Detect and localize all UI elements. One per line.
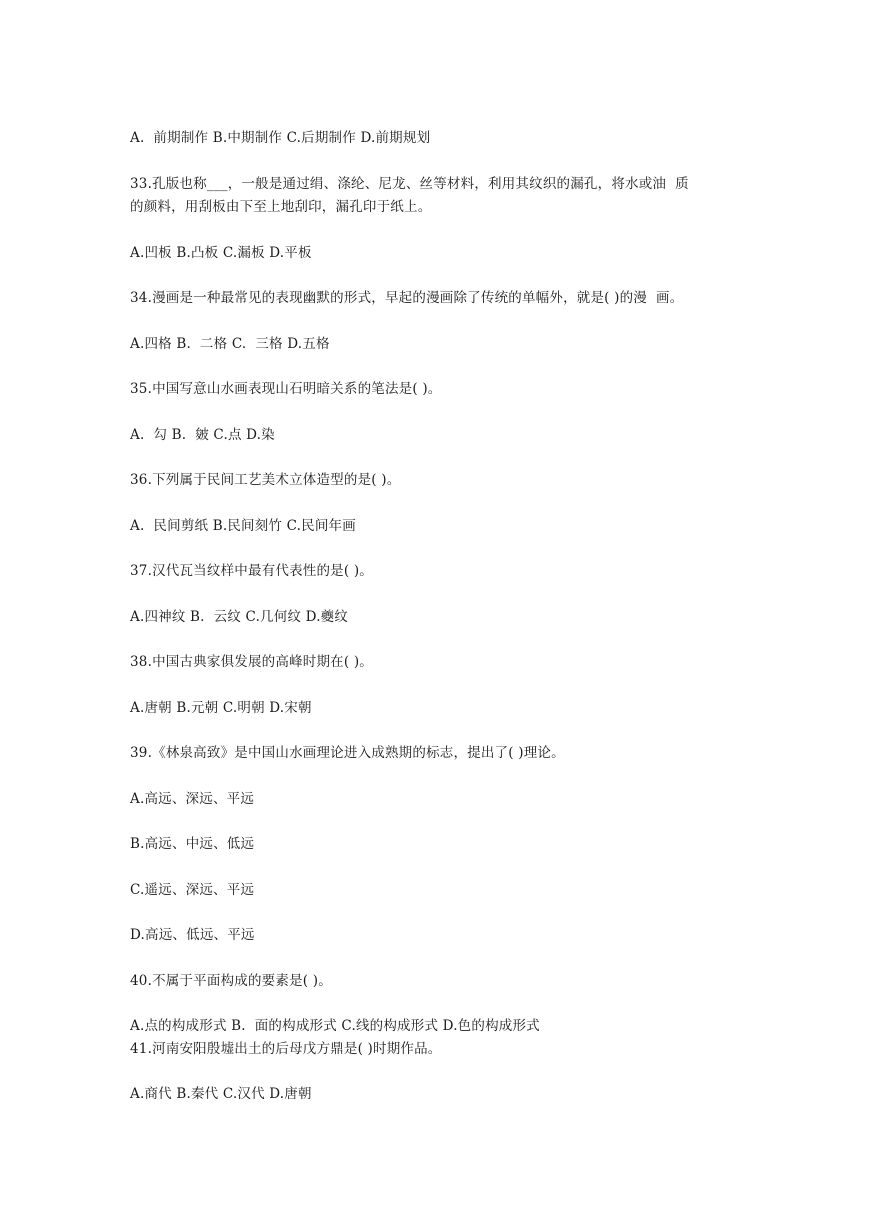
q38-options: A.唐朝 B.元朝 C.明朝 D.宋朝 [130, 700, 312, 716]
q34-question: 34.漫画是一种最常见的表现幽默的形式，早起的漫画除了传统的单幅外，就是( )的漫 画。 [130, 290, 684, 306]
q39-option-c: C.遥远、深远、平远 [130, 882, 255, 898]
q33-question-line1: 33.孔版也称___，一般是通过绢、涤纶、尼龙、丝等材料，利用其纹织的漏孔，将水或油 质 [130, 176, 689, 192]
q41-options: A.商代 B.秦代 C.汉代 D.唐朝 [130, 1086, 312, 1102]
q37-options: A.四神纹 B. 云纹 C.几何纹 D.夔纹 [130, 609, 349, 625]
q33-options: A.凹板 B.凸板 C.漏板 D.平板 [130, 245, 312, 261]
q35-question: 35.中国写意山水画表现山石明暗关系的笔法是( )。 [130, 381, 442, 397]
q39-option-a: A.高远、深远、平远 [130, 791, 255, 807]
q40-options: A.点的构成形式 B. 面的构成形式 C.线的构成形式 D.色的构成形式 [130, 1018, 540, 1034]
q39-option-d: D.高远、低远、平远 [130, 927, 255, 943]
q39-question: 39.《林泉高致》是中国山水画理论进入成熟期的标志，提出了( )理论。 [130, 745, 565, 761]
q33-question-line2: 的颜料，用刮板由下至上地刮印，漏孔印于纸上。 [130, 199, 432, 215]
q35-options: A. 勾 B. 皴 C.点 D.染 [130, 427, 275, 443]
q40-question: 40.不属于平面构成的要素是( )。 [130, 973, 332, 989]
q34-options: A.四格 B. 二格 C. 三格 D.五格 [130, 336, 330, 352]
q41-question: 41.河南安阳殷墟出土的后母戊方鼎是( )时期作品。 [130, 1041, 442, 1057]
q38-question: 38.中国古典家俱发展的高峰时期在( )。 [130, 654, 373, 670]
q32-options: A. 前期制作 B.中期制作 C.后期制作 D.前期规划 [130, 130, 431, 146]
q36-question: 36.下列属于民间工艺美术立体造型的是( )。 [130, 472, 401, 488]
q36-options: A. 民间剪纸 B.民间刻竹 C.民间年画 [130, 518, 356, 534]
q37-question: 37.汉代瓦当纹样中最有代表性的是( )。 [130, 563, 373, 579]
q39-option-b: B.高远、中远、低远 [130, 836, 255, 852]
